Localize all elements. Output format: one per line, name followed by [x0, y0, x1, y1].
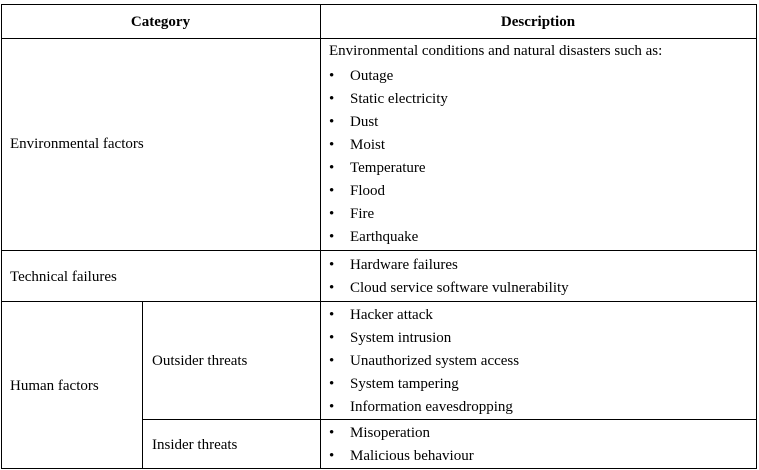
bullet-icon: •: [329, 425, 335, 441]
bullet-icon: •: [329, 229, 335, 245]
list-item: • Flood: [329, 183, 386, 199]
bullet-icon: •: [329, 183, 335, 199]
bullet-icon: •: [329, 280, 335, 296]
list-item: • Unauthorized system access: [329, 353, 520, 369]
list-item: • Moist: [329, 137, 386, 153]
subcategory-insider-threats: Insider threats: [152, 437, 238, 453]
bullet-icon: •: [329, 160, 335, 176]
list-item: • Static electricity: [329, 91, 448, 107]
list-item: • Earthquake: [329, 229, 419, 245]
category-technical-failures: Technical failures: [10, 269, 117, 285]
environmental-list: [325, 67, 448, 251]
outsider-threats-list: [325, 306, 519, 421]
table-border-top: [1, 4, 757, 5]
category-human-factors: Human factors: [10, 378, 99, 394]
header-category: Category: [130, 14, 191, 30]
bullet-icon: •: [329, 114, 335, 130]
subcategory-outsider-threats: Outsider threats: [152, 353, 248, 369]
list-item: • Temperature: [329, 160, 426, 176]
bullet-icon: •: [329, 68, 335, 84]
environmental-intro-text: Environmental conditions and natural disasters such as:: [329, 43, 663, 59]
header-separator: [1, 38, 757, 39]
list-item: • Dust: [329, 114, 379, 130]
category-environmental-factors: Environmental factors: [10, 136, 144, 152]
bullet-icon: •: [329, 330, 335, 346]
list-item: • Fire: [329, 206, 375, 222]
table-border-right: [756, 4, 757, 469]
list-item: • Hardware failures: [329, 257, 458, 273]
list-item: • System intrusion: [329, 330, 452, 346]
bullet-icon: •: [329, 353, 335, 369]
column-separator: [320, 4, 321, 469]
list-item: • Outage: [329, 68, 394, 84]
list-item: • Cloud service software vulnerability: [329, 280, 569, 296]
bullet-icon: •: [329, 399, 335, 415]
subcategory-separator: [142, 301, 143, 469]
bullet-icon: •: [329, 376, 335, 392]
list-item: • Misoperation: [329, 425, 430, 441]
bullet-icon: •: [329, 206, 335, 222]
bullet-icon: •: [329, 137, 335, 153]
technical-list: [325, 256, 569, 302]
list-item: • Malicious behaviour: [329, 448, 474, 464]
table-border-left: [1, 4, 2, 469]
insider-threats-list: [325, 424, 474, 470]
bullet-icon: •: [329, 448, 335, 464]
list-item: • Hacker attack: [329, 307, 433, 323]
list-item: • System tampering: [329, 376, 459, 392]
list-item: • Information eavesdropping: [329, 399, 513, 415]
bullet-icon: •: [329, 257, 335, 273]
bullet-icon: •: [329, 307, 335, 323]
header-description: Description: [500, 14, 576, 30]
bullet-icon: •: [329, 91, 335, 107]
